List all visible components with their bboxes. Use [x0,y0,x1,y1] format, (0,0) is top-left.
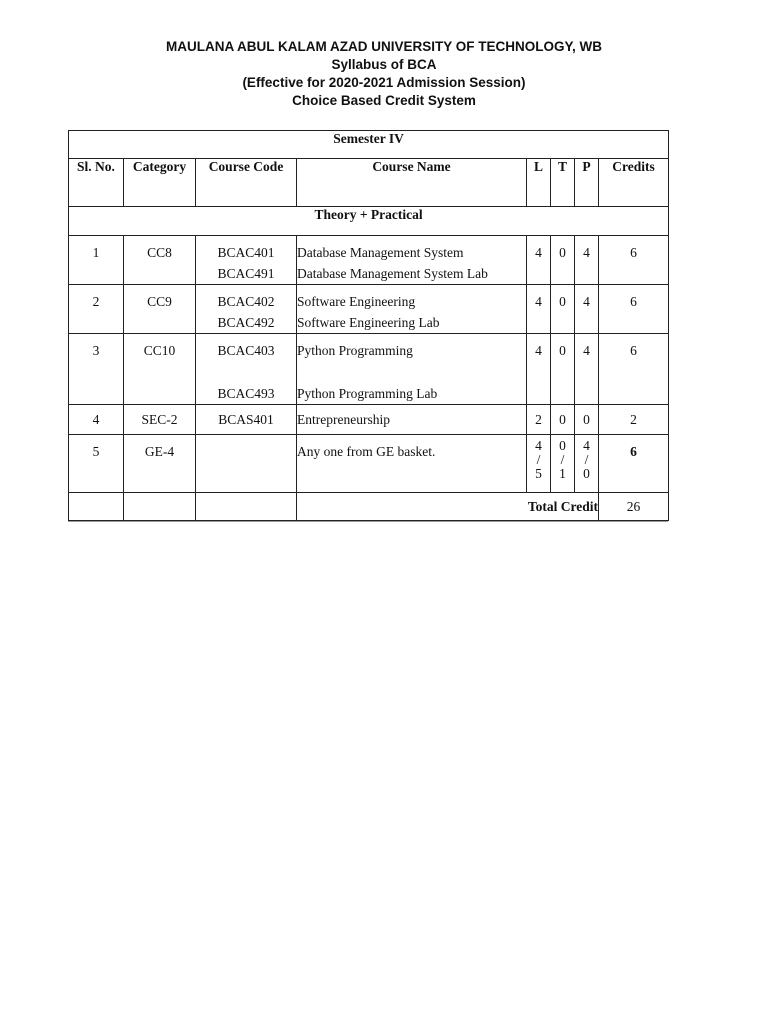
sl-no: 4 [92,412,100,427]
tutorial-hours-separator: / [560,452,565,467]
tutorial-hours: 0 [559,245,566,260]
course-code-lab: BCAC493 [217,386,275,401]
course-name: Database Management System [297,245,464,260]
credits: 6 [630,444,637,459]
category: CC8 [147,245,172,260]
table-row [69,334,669,405]
credits: 6 [630,343,637,358]
credits: 6 [630,294,637,309]
semester-heading: Semester IV [69,131,669,159]
sl-no: 2 [92,294,100,309]
col-header-sl: Sl. No. [69,159,124,207]
document-header [0,38,768,110]
credit-system-title: Choice Based Credit System [292,93,476,108]
tutorial-hours: 0 [559,343,566,358]
lecture-hours: 4 [535,343,542,358]
credits: 2 [630,412,637,427]
credits: 6 [630,245,637,260]
sl-no: 5 [92,444,100,459]
table-row [69,405,669,435]
sl-no: 3 [92,343,100,358]
col-header-l: L [527,159,551,207]
sl-no: 1 [92,245,100,260]
practical-hours-separator: / [584,452,589,467]
col-header-category: Category [124,159,196,207]
total-credit-value: 26 [599,493,669,521]
course-code-lab: BCAC491 [217,266,275,281]
col-header-t: T [551,159,575,207]
lecture-hours: 4 [535,294,542,309]
course-name: Entrepreneurship [297,412,390,427]
total-credit-label: Total Credit [297,493,599,521]
course-code: BCAS401 [218,412,274,427]
practical-hours: 0 [583,412,590,427]
syllabus-title: Syllabus of BCA [331,57,437,72]
course-code: BCAC403 [217,343,275,358]
course-name-lab: Software Engineering Lab [297,315,440,330]
syllabus-table [68,130,669,521]
practical-hours: 4 [583,245,590,260]
course-code: BCAC402 [217,294,275,309]
course-name: Python Programming [297,343,413,358]
course-name: Any one from GE basket. [297,444,436,459]
lecture-hours-separator: / [536,452,541,467]
practical-hours-option-b: 0 [583,466,590,481]
total-row [69,493,669,521]
category: GE-4 [144,444,175,459]
course-name-lab: Python Programming Lab [297,386,438,401]
col-header-code: Course Code [196,159,297,207]
lecture-hours-option-b: 5 [535,466,542,481]
category: SEC-2 [141,412,178,427]
university-name: MAULANA ABUL KALAM AZAD UNIVERSITY OF TECHNOLOGY, WB [166,39,602,54]
lecture-hours: 4 [535,245,542,260]
category: CC10 [143,343,176,358]
tutorial-hours: 0 [559,294,566,309]
section-heading: Theory + Practical [69,207,669,236]
lecture-hours-option-a: 4 [535,438,542,453]
tutorial-hours: 0 [559,412,566,427]
practical-hours: 4 [583,294,590,309]
col-header-credits: Credits [599,159,669,207]
course-code-lab: BCAC492 [217,315,275,330]
course-name-lab: Database Management System Lab [297,266,488,281]
course-name: Software Engineering [297,294,416,309]
tutorial-hours-option-b: 1 [559,466,566,481]
category: CC9 [147,294,172,309]
session-note: (Effective for 2020-2021 Admission Session) [242,75,526,90]
col-header-name: Course Name [297,159,527,207]
table-row [69,435,669,493]
practical-hours-option-a: 4 [583,438,590,453]
tutorial-hours-option-a: 0 [559,438,566,453]
page-divider [68,521,668,522]
practical-hours: 4 [583,343,590,358]
table-row [69,285,669,334]
course-code: BCAC401 [217,245,275,260]
table-row [69,236,669,285]
col-header-p: P [575,159,599,207]
lecture-hours: 2 [535,412,542,427]
